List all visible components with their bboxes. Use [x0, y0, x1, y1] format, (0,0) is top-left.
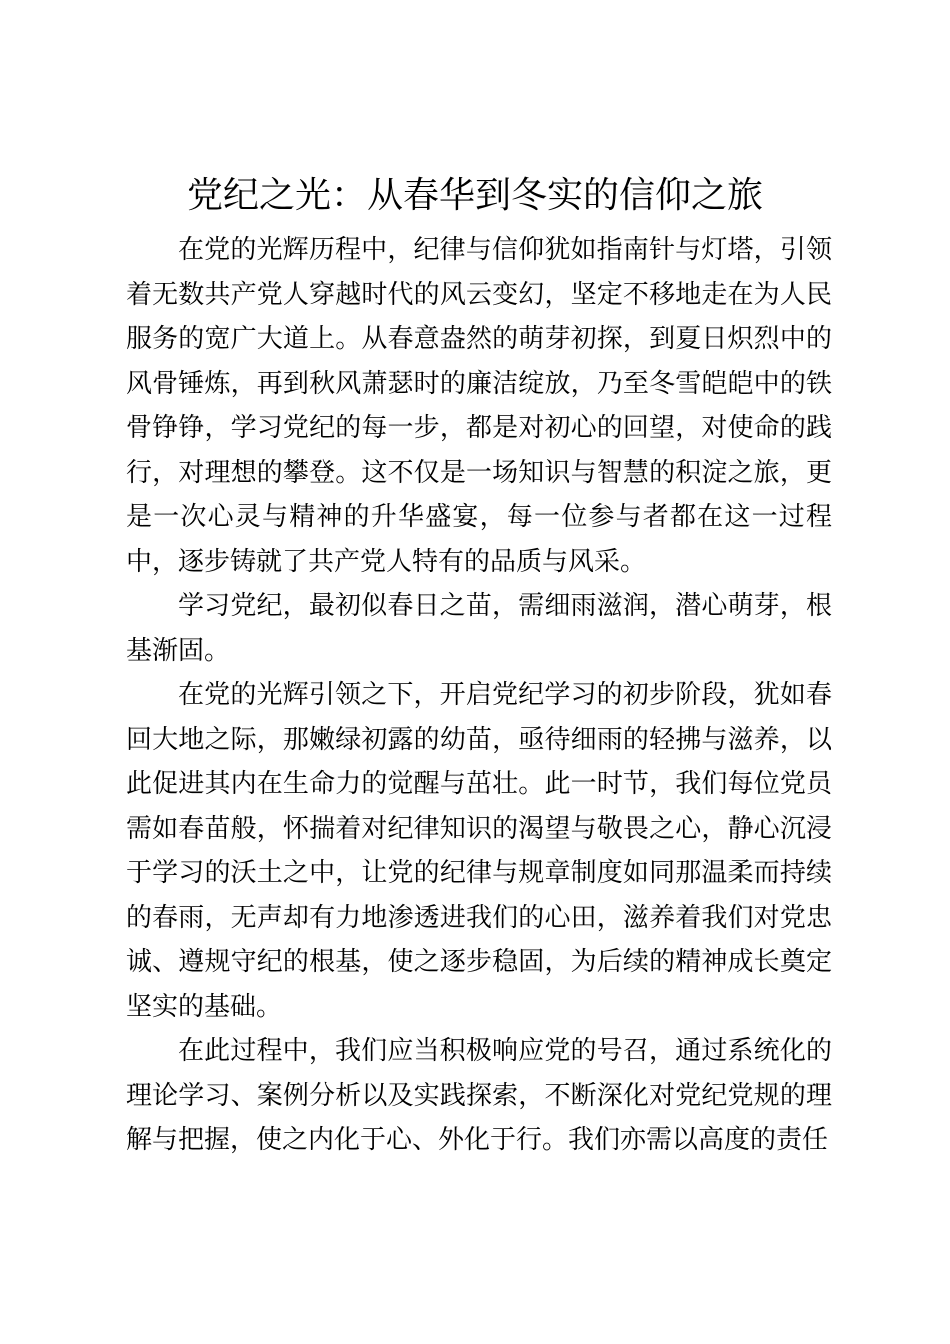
document-body: [126, 228, 832, 1163]
document-title: 党纪之光：从春华到冬实的信仰之旅: [186, 175, 763, 216]
paragraph-intro: 在党的光辉历程中，纪律与信仰犹如指南针与灯塔，引领着无数共产党人穿越时代的风云变幻，坚定不移地走在为人民服务的宽广大道上。从春意盎然的萌芽初探，到夏日炽烈中的风骨锤炼，再到秋风萧瑟时的廉洁绽放，乃至冬雪皑皑中的铁骨铮铮，学习党纪的每一步，都是对初心的回望，对使命的践行，对理想的攀登。这不仅是一场知识与智慧的积淀之旅，更是一次心灵与精神的升华盛宴，每一位参与者都在这一过程中，逐步铸就了共产党人特有的品质与风采。: [126, 235, 832, 577]
paragraph-spring-detail: 在党的光辉引领之下，开启党纪学习的初步阶段，犹如春回大地之际，那嫩绿初露的幼苗，亟待细雨的轻拂与滋养，以此促进其内在生命力的觉醒与茁壮。此一时节，我们每位党员需如春苗般，怀揣着对纪律知识的渴望与敬畏之心，静心沉浸于学习的沃土之中，让党的纪律与规章制度如同那温柔而持续的春雨，无声却有力地渗透进我们的心田，滋养着我们对党忠诚、遵规守纪的根基，使之逐步稳固，为后续的精神成长奠定坚实的基础。: [126, 680, 832, 1022]
paragraph-process: 在此过程中，我们应当积极响应党的号召，通过系统化的理论学习、案例分析以及实践探索，不断深化对党纪党规的理解与把握，使之内化于心、外化于行。我们亦需以高度的责任: [126, 1036, 832, 1155]
paragraph-spring-heading: 学习党纪，最初似春日之苗，需细雨滋润，潜心萌芽，根基渐固。: [126, 591, 832, 666]
